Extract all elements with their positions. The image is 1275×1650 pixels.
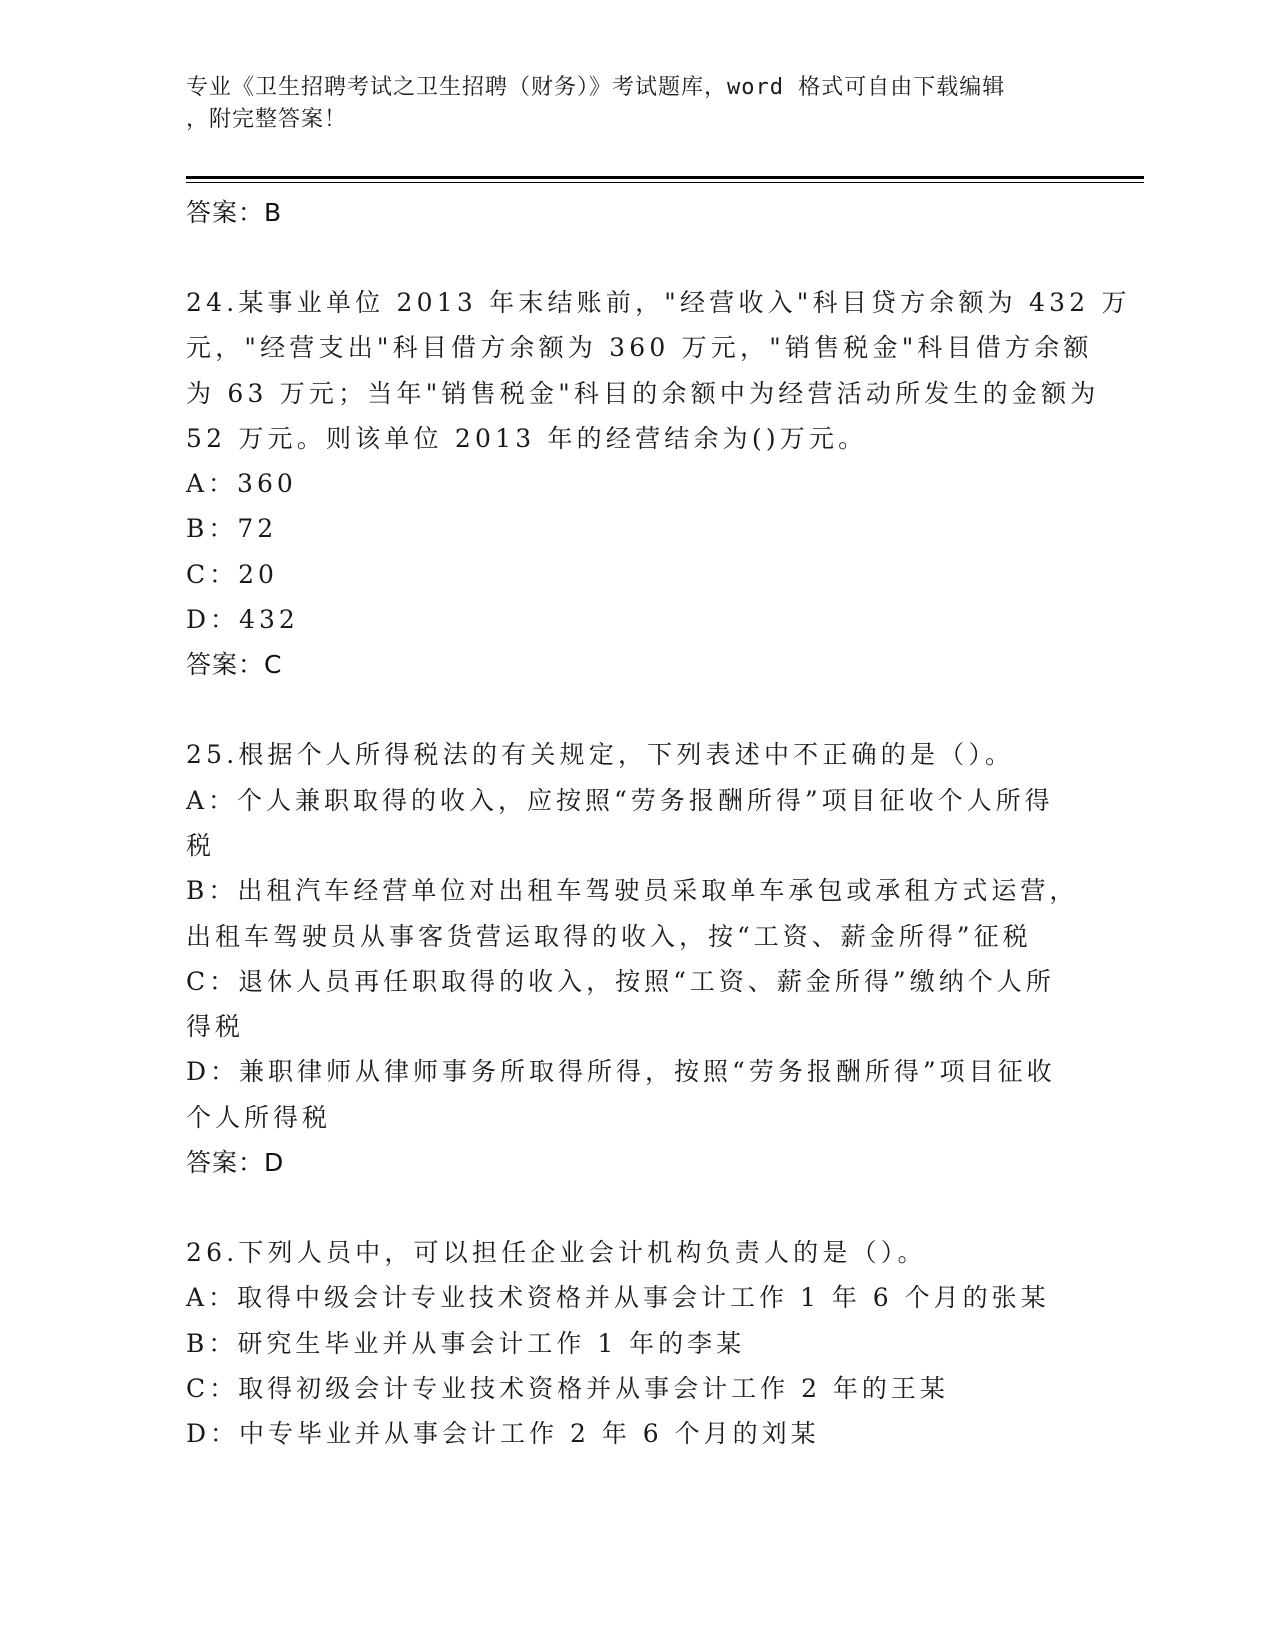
question-26 bbox=[186, 1230, 1086, 1456]
question-24-option-a: A：360 bbox=[186, 469, 297, 499]
question-24-answer: 答案：C bbox=[186, 650, 283, 680]
question-24-stem-3: 为 63 万元；当年"销售税金"科目的余额中为经营活动所发生的金额为 bbox=[186, 378, 1100, 408]
question-26-option-d: D：中专毕业并从事会计工作 2 年 6 个月的刘某 bbox=[186, 1419, 820, 1449]
question-24-option-d: D：432 bbox=[186, 605, 299, 635]
question-25-option-b-2: 出租车驾驶员从事客货营运取得的收入，按“工资、薪金所得”征税 bbox=[186, 921, 1032, 951]
question-26-option-c: C：取得初级会计专业技术资格并从事会计工作 2 年的王某 bbox=[186, 1373, 949, 1403]
question-25-option-a-1: A：个人兼职取得的收入，应按照“劳务报酬所得”项目征收个人所得 bbox=[186, 785, 1054, 815]
header-line-2: ，附完整答案！ bbox=[186, 107, 348, 132]
question-25-option-c-1: C：退休人员再任职取得的收入，按照“工资、薪金所得”缴纳个人所 bbox=[186, 966, 1055, 996]
question-25 bbox=[186, 732, 1086, 1185]
question-24-option-b: B：72 bbox=[186, 514, 278, 544]
question-25-option-a-2: 税 bbox=[186, 830, 216, 860]
question-24-stem-1: 24.某事业单位 2013 年末结账前，"经营收入"科目贷方余额为 432 万 bbox=[186, 288, 1131, 317]
question-25-option-b-1: B：出租汽车经营单位对出租车驾驶员采取单车承包或承租方式运营， bbox=[186, 876, 1079, 906]
question-25-option-d-2: 个人所得税 bbox=[186, 1102, 332, 1132]
question-26-stem: 26.下列人员中，可以担任企业会计机构负责人的是（）。 bbox=[186, 1238, 927, 1268]
document-header bbox=[186, 72, 1086, 136]
answer-prev: 答案：B bbox=[186, 198, 283, 227]
question-24-option-c: C：20 bbox=[186, 559, 278, 589]
question-25-stem: 25.根据个人所得税法的有关规定，下列表述中不正确的是（）。 bbox=[186, 740, 1015, 770]
question-26-option-b: B：研究生毕业并从事会计工作 1 年的李某 bbox=[186, 1328, 746, 1358]
question-24 bbox=[186, 280, 1131, 687]
question-content bbox=[186, 190, 1131, 1457]
question-26-option-a: A：取得中级会计专业技术资格并从事会计工作 1 年 6 个月的张某 bbox=[186, 1283, 1050, 1313]
question-24-stem-2: 元，"经营支出"科目借方余额为 360 万元，"销售税金"科目借方余额 bbox=[186, 333, 1093, 363]
header-rule-thick bbox=[186, 176, 1144, 179]
question-25-option-c-2: 得税 bbox=[186, 1012, 245, 1042]
question-24-stem-4: 52 万元。则该单位 2013 年的经营结余为()万元。 bbox=[186, 423, 868, 453]
header-rule-thin bbox=[186, 182, 1144, 183]
question-25-answer: 答案：D bbox=[186, 1148, 285, 1178]
header-line-1: 专业《卫生招聘考试之卫生招聘（财务）》考试题库，word 格式可自由下载编辑 bbox=[186, 75, 1006, 100]
question-25-option-d-1: D：兼职律师从律师事务所取得所得，按照“劳务报酬所得”项目征收 bbox=[186, 1057, 1056, 1087]
